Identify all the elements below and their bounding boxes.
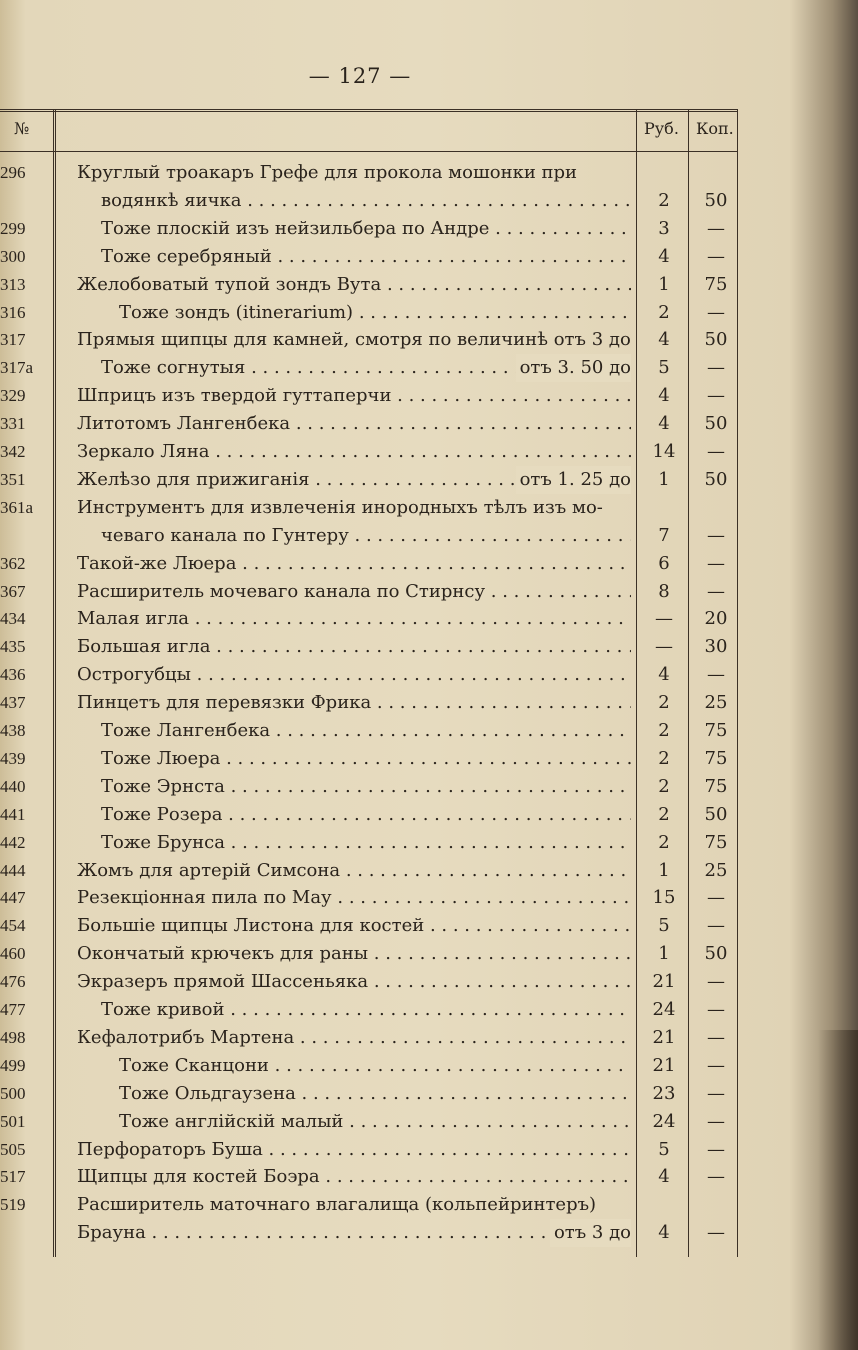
price-rubles: 5 bbox=[658, 1138, 670, 1160]
item-number: 517 bbox=[0, 1167, 26, 1187]
item-name bbox=[77, 271, 631, 299]
item-name-text: Пинцетъ для перевязки Фрика bbox=[77, 692, 372, 714]
table-row bbox=[0, 522, 738, 550]
price-rubles: 4 bbox=[658, 245, 670, 267]
price-rubles: 2 bbox=[658, 831, 670, 853]
page-number: — 127 — bbox=[308, 64, 412, 88]
price-kopecks: 25 bbox=[704, 692, 728, 714]
item-name-text: Инструментъ для извлеченія инородныхъ тѣлъ изъ мо- bbox=[77, 496, 603, 518]
price-rubles: 4 bbox=[658, 664, 670, 686]
price-rubles: 2 bbox=[658, 189, 670, 211]
item-name bbox=[77, 605, 631, 633]
table-row bbox=[0, 1052, 738, 1080]
item-name-text: Расширитель маточнаго влагалища (кольпейринтеръ) bbox=[77, 1194, 597, 1216]
price-rubles: 4 bbox=[658, 1166, 670, 1188]
table-row bbox=[0, 299, 738, 327]
price-rubles: 2 bbox=[658, 720, 670, 741]
item-number: 505 bbox=[0, 1139, 26, 1159]
price-rubles: 14 bbox=[652, 441, 676, 462]
price-rubles: 21 bbox=[652, 1026, 676, 1048]
table-row bbox=[0, 912, 738, 940]
table-row bbox=[0, 633, 738, 661]
item-name-text: Кефалотрибъ Мартена bbox=[77, 1026, 295, 1048]
table-row bbox=[0, 215, 738, 243]
item-name-text: Тоже англійскій малый bbox=[119, 1110, 344, 1132]
item-name bbox=[77, 382, 631, 410]
price-kopecks: — bbox=[707, 1082, 725, 1104]
item-name-text: Желобоватый тупой зондъ Вута bbox=[77, 273, 382, 295]
item-number: 460 bbox=[0, 944, 26, 964]
item-name-text: Тоже Люера bbox=[101, 747, 221, 769]
table-row bbox=[0, 689, 738, 717]
price-rubles: 1 bbox=[658, 273, 670, 295]
price-kopecks: — bbox=[707, 1138, 725, 1160]
item-number: 329 bbox=[0, 386, 26, 406]
item-name bbox=[77, 689, 631, 717]
item-name bbox=[77, 354, 631, 382]
item-number: 300 bbox=[0, 246, 26, 266]
table-row bbox=[0, 801, 738, 829]
item-number: 499 bbox=[0, 1055, 26, 1075]
item-number: 351 bbox=[0, 469, 26, 489]
item-number: 447 bbox=[0, 888, 26, 908]
item-number: 316 bbox=[0, 302, 26, 322]
item-name-text: чеваго канала по Гунтеру bbox=[101, 524, 349, 546]
table-row bbox=[0, 884, 738, 912]
price-rubles: 5 bbox=[658, 357, 670, 379]
price-kopecks: 50 bbox=[704, 803, 728, 825]
price-range-note: отъ 1. 25 до bbox=[516, 466, 631, 494]
item-number: 439 bbox=[0, 748, 26, 768]
item-name-text: Тоже согнутыя bbox=[101, 357, 246, 379]
item-name bbox=[77, 801, 631, 829]
table-row bbox=[0, 829, 738, 857]
price-kopecks: — bbox=[707, 1166, 725, 1188]
item-number: 519 bbox=[0, 1195, 26, 1215]
item-name-text: Щипцы для костей Боэра bbox=[77, 1166, 320, 1188]
item-number: 313 bbox=[0, 274, 26, 294]
price-rubles: 3 bbox=[658, 217, 670, 239]
item-name bbox=[77, 522, 631, 550]
item-name bbox=[77, 1052, 631, 1080]
item-name-text: Малая игла bbox=[77, 608, 189, 630]
item-name-text: Тоже Розера bbox=[101, 803, 223, 825]
item-name-text: Тоже Эрнста bbox=[101, 775, 225, 797]
price-rubles: 7 bbox=[658, 524, 670, 546]
header-num: № bbox=[14, 119, 30, 138]
table-row bbox=[0, 1163, 738, 1191]
item-name-text: Тоже Брунса bbox=[101, 831, 225, 853]
price-kopecks: — bbox=[707, 385, 725, 407]
item-name-text: Брауна bbox=[77, 1222, 146, 1244]
price-rubles: 1 bbox=[658, 468, 670, 490]
price-rubles: 24 bbox=[652, 999, 676, 1020]
item-name-text: Прямыя щипцы для камней, смотря по величинѣ отъ 3 до bbox=[77, 329, 631, 351]
item-name bbox=[77, 1024, 631, 1052]
price-kopecks: 50 bbox=[704, 943, 728, 965]
item-number: 299 bbox=[0, 218, 26, 238]
price-kopecks: — bbox=[707, 1222, 725, 1244]
item-name-text: водянкѣ яичка bbox=[101, 189, 242, 211]
item-number: 476 bbox=[0, 972, 26, 992]
table-row bbox=[0, 410, 738, 438]
item-name bbox=[77, 1136, 631, 1164]
price-kopecks: — bbox=[707, 524, 725, 546]
price-kopecks: — bbox=[707, 441, 725, 462]
item-name-text: Перфораторъ Буша bbox=[77, 1138, 263, 1160]
table-row bbox=[0, 578, 738, 606]
table-row bbox=[0, 187, 738, 215]
price-kopecks: 75 bbox=[704, 775, 728, 797]
price-kopecks: — bbox=[707, 552, 725, 574]
item-name-text: Тоже Ольдгаузена bbox=[119, 1082, 296, 1104]
item-name-text: Тоже Лангенбека bbox=[101, 720, 271, 741]
price-kopecks: 50 bbox=[704, 189, 728, 211]
item-number: 477 bbox=[0, 1000, 26, 1019]
price-rubles: 6 bbox=[658, 552, 670, 574]
item-name bbox=[77, 215, 631, 243]
price-kopecks: — bbox=[707, 1054, 725, 1076]
table-header-rule bbox=[0, 151, 738, 152]
price-rubles: 4 bbox=[658, 385, 670, 407]
table-row bbox=[0, 605, 738, 633]
item-name bbox=[77, 773, 631, 801]
item-name bbox=[77, 1219, 631, 1247]
price-rubles: 15 bbox=[652, 887, 676, 909]
item-name bbox=[77, 633, 631, 661]
item-number: 317а bbox=[0, 358, 34, 378]
table-row bbox=[0, 438, 738, 466]
table-row bbox=[0, 271, 738, 299]
price-kopecks: 75 bbox=[704, 747, 728, 769]
price-kopecks: — bbox=[707, 887, 725, 909]
price-rubles: 2 bbox=[658, 775, 670, 797]
item-number: 500 bbox=[0, 1083, 26, 1103]
item-name-text: Тоже зондъ (itinerarium) bbox=[119, 301, 354, 323]
item-name bbox=[77, 912, 631, 940]
table-row bbox=[0, 326, 738, 354]
price-rubles: 4 bbox=[658, 413, 670, 435]
item-name bbox=[77, 466, 631, 494]
item-name bbox=[77, 745, 631, 773]
price-rubles: 2 bbox=[658, 692, 670, 714]
price-rubles: 4 bbox=[658, 329, 670, 351]
table-row bbox=[0, 857, 738, 885]
item-name-text: Резекціонная пила по Мау bbox=[77, 887, 332, 909]
table-row bbox=[0, 1024, 738, 1052]
item-name bbox=[77, 550, 631, 578]
item-name-text: Желѣзо для прижиганія bbox=[77, 468, 310, 490]
price-kopecks: 75 bbox=[704, 720, 728, 741]
item-number: 440 bbox=[0, 776, 26, 796]
item-name-text: Большая игла bbox=[77, 636, 211, 658]
price-range-note: отъ 3 до bbox=[550, 1219, 631, 1247]
table-row bbox=[0, 940, 738, 968]
table-row bbox=[0, 968, 738, 996]
item-number: 367 bbox=[0, 581, 26, 601]
item-name-text: Окончатый крючекъ для раны bbox=[77, 943, 369, 965]
price-kopecks: 50 bbox=[704, 468, 728, 490]
price-kopecks: — bbox=[707, 999, 725, 1020]
item-name bbox=[77, 159, 631, 187]
price-rubles: 24 bbox=[652, 1110, 676, 1132]
price-kopecks: — bbox=[707, 1110, 725, 1132]
item-number: 444 bbox=[0, 860, 26, 880]
item-name-text: Большіе щипцы Листона для костей bbox=[77, 915, 425, 937]
item-name bbox=[77, 1108, 631, 1136]
item-name-text: Тоже Сканцони bbox=[119, 1054, 269, 1076]
item-name bbox=[77, 438, 631, 466]
item-number: 434 bbox=[0, 609, 26, 629]
item-name bbox=[77, 940, 631, 968]
price-kopecks: 50 bbox=[704, 413, 728, 435]
item-number: 437 bbox=[0, 693, 26, 713]
price-rubles: 21 bbox=[652, 971, 676, 993]
item-name bbox=[77, 829, 631, 857]
table-row bbox=[0, 1136, 738, 1164]
price-rubles: — bbox=[655, 636, 673, 658]
item-name bbox=[77, 1080, 631, 1108]
price-rubles: 23 bbox=[652, 1082, 676, 1104]
price-kopecks: — bbox=[707, 971, 725, 993]
table-row bbox=[0, 382, 738, 410]
item-number: 442 bbox=[0, 832, 26, 852]
price-kopecks: — bbox=[707, 580, 725, 602]
table-row bbox=[0, 159, 738, 187]
price-kopecks: — bbox=[707, 301, 725, 323]
price-kopecks: 30 bbox=[704, 636, 728, 658]
item-name bbox=[77, 243, 631, 271]
item-name bbox=[77, 410, 631, 438]
item-name bbox=[77, 857, 631, 885]
item-name-text: Тоже серебряный bbox=[101, 245, 272, 267]
table-row bbox=[0, 354, 738, 382]
item-name bbox=[77, 968, 631, 996]
price-kopecks: 20 bbox=[704, 608, 728, 630]
item-name-text: Круглый троакаръ Грефе для прокола мошонки при bbox=[77, 162, 578, 183]
item-name-text: Тоже плоскій изъ нейзильбера по Андре bbox=[101, 217, 490, 239]
header-rub: Руб. bbox=[644, 119, 679, 138]
price-kopecks: — bbox=[707, 664, 725, 686]
table-row bbox=[0, 243, 738, 271]
table-row bbox=[0, 1108, 738, 1136]
price-rubles: 5 bbox=[658, 915, 670, 937]
price-kopecks: — bbox=[707, 245, 725, 267]
item-number: 362 bbox=[0, 553, 26, 573]
price-kopecks: — bbox=[707, 217, 725, 239]
price-rubles: 21 bbox=[652, 1054, 676, 1076]
price-rubles: — bbox=[655, 608, 673, 630]
item-name bbox=[77, 1191, 631, 1219]
table-row bbox=[0, 1191, 738, 1219]
table-row bbox=[0, 773, 738, 801]
table-row bbox=[0, 494, 738, 522]
price-rubles: 1 bbox=[658, 859, 670, 881]
table-row bbox=[0, 466, 738, 494]
price-kopecks: 75 bbox=[704, 273, 728, 295]
header-kop: Коп. bbox=[696, 119, 734, 138]
item-name bbox=[77, 996, 631, 1024]
item-name bbox=[77, 884, 631, 912]
item-number: 435 bbox=[0, 637, 26, 657]
item-name-text: Зеркало Ляна bbox=[77, 441, 210, 462]
price-kopecks: — bbox=[707, 915, 725, 937]
table-top-rule bbox=[0, 109, 738, 112]
item-name bbox=[77, 187, 631, 215]
item-name-text: Шприцъ изъ твердой гуттаперчи bbox=[77, 385, 392, 407]
price-rubles: 2 bbox=[658, 747, 670, 769]
item-number: 438 bbox=[0, 721, 26, 740]
item-number: 361а bbox=[0, 497, 34, 517]
item-name-text: Жомъ для артерій Симсона bbox=[77, 859, 341, 881]
price-kopecks: 75 bbox=[704, 831, 728, 853]
table-row bbox=[0, 717, 738, 745]
price-rubles: 2 bbox=[658, 301, 670, 323]
table-row bbox=[0, 745, 738, 773]
price-rubles: 4 bbox=[658, 1222, 670, 1244]
table-row bbox=[0, 661, 738, 689]
price-kopecks: — bbox=[707, 357, 725, 379]
table-row bbox=[0, 1219, 738, 1247]
item-name-text: Такой-же Люера bbox=[77, 552, 237, 574]
item-name bbox=[77, 326, 631, 354]
item-name bbox=[77, 661, 631, 689]
item-name-text: Экразеръ прямой Шассеньяка bbox=[77, 971, 369, 993]
table-row bbox=[0, 550, 738, 578]
price-kopecks: — bbox=[707, 1026, 725, 1048]
item-name-text: Тоже кривой bbox=[101, 999, 225, 1020]
item-number: 296 bbox=[0, 163, 26, 182]
page-edge-shadow bbox=[818, 1030, 858, 1350]
item-name bbox=[77, 494, 631, 522]
item-number: 436 bbox=[0, 665, 26, 685]
table-row bbox=[0, 996, 738, 1024]
price-rubles: 1 bbox=[658, 943, 670, 965]
table-row bbox=[0, 1080, 738, 1108]
item-name bbox=[77, 1163, 631, 1191]
price-rubles: 2 bbox=[658, 803, 670, 825]
item-name-text: Расширитель мочеваго канала по Стирнсу bbox=[77, 580, 486, 602]
item-number: 331 bbox=[0, 414, 26, 434]
item-name bbox=[77, 717, 631, 745]
price-kopecks: 50 bbox=[704, 329, 728, 351]
item-number: 342 bbox=[0, 442, 26, 461]
item-number: 501 bbox=[0, 1111, 26, 1131]
price-kopecks: 25 bbox=[704, 859, 728, 881]
item-name bbox=[77, 299, 631, 327]
price-rubles: 8 bbox=[658, 580, 670, 602]
item-number: 454 bbox=[0, 916, 26, 936]
item-number: 317 bbox=[0, 330, 26, 350]
item-name bbox=[77, 578, 631, 606]
item-name-text: Литотомъ Лангенбека bbox=[77, 413, 291, 435]
price-range-note: отъ 3. 50 до bbox=[516, 354, 631, 382]
item-name-text: Острогубцы bbox=[77, 664, 191, 686]
item-number: 441 bbox=[0, 804, 26, 824]
item-number: 498 bbox=[0, 1027, 26, 1047]
